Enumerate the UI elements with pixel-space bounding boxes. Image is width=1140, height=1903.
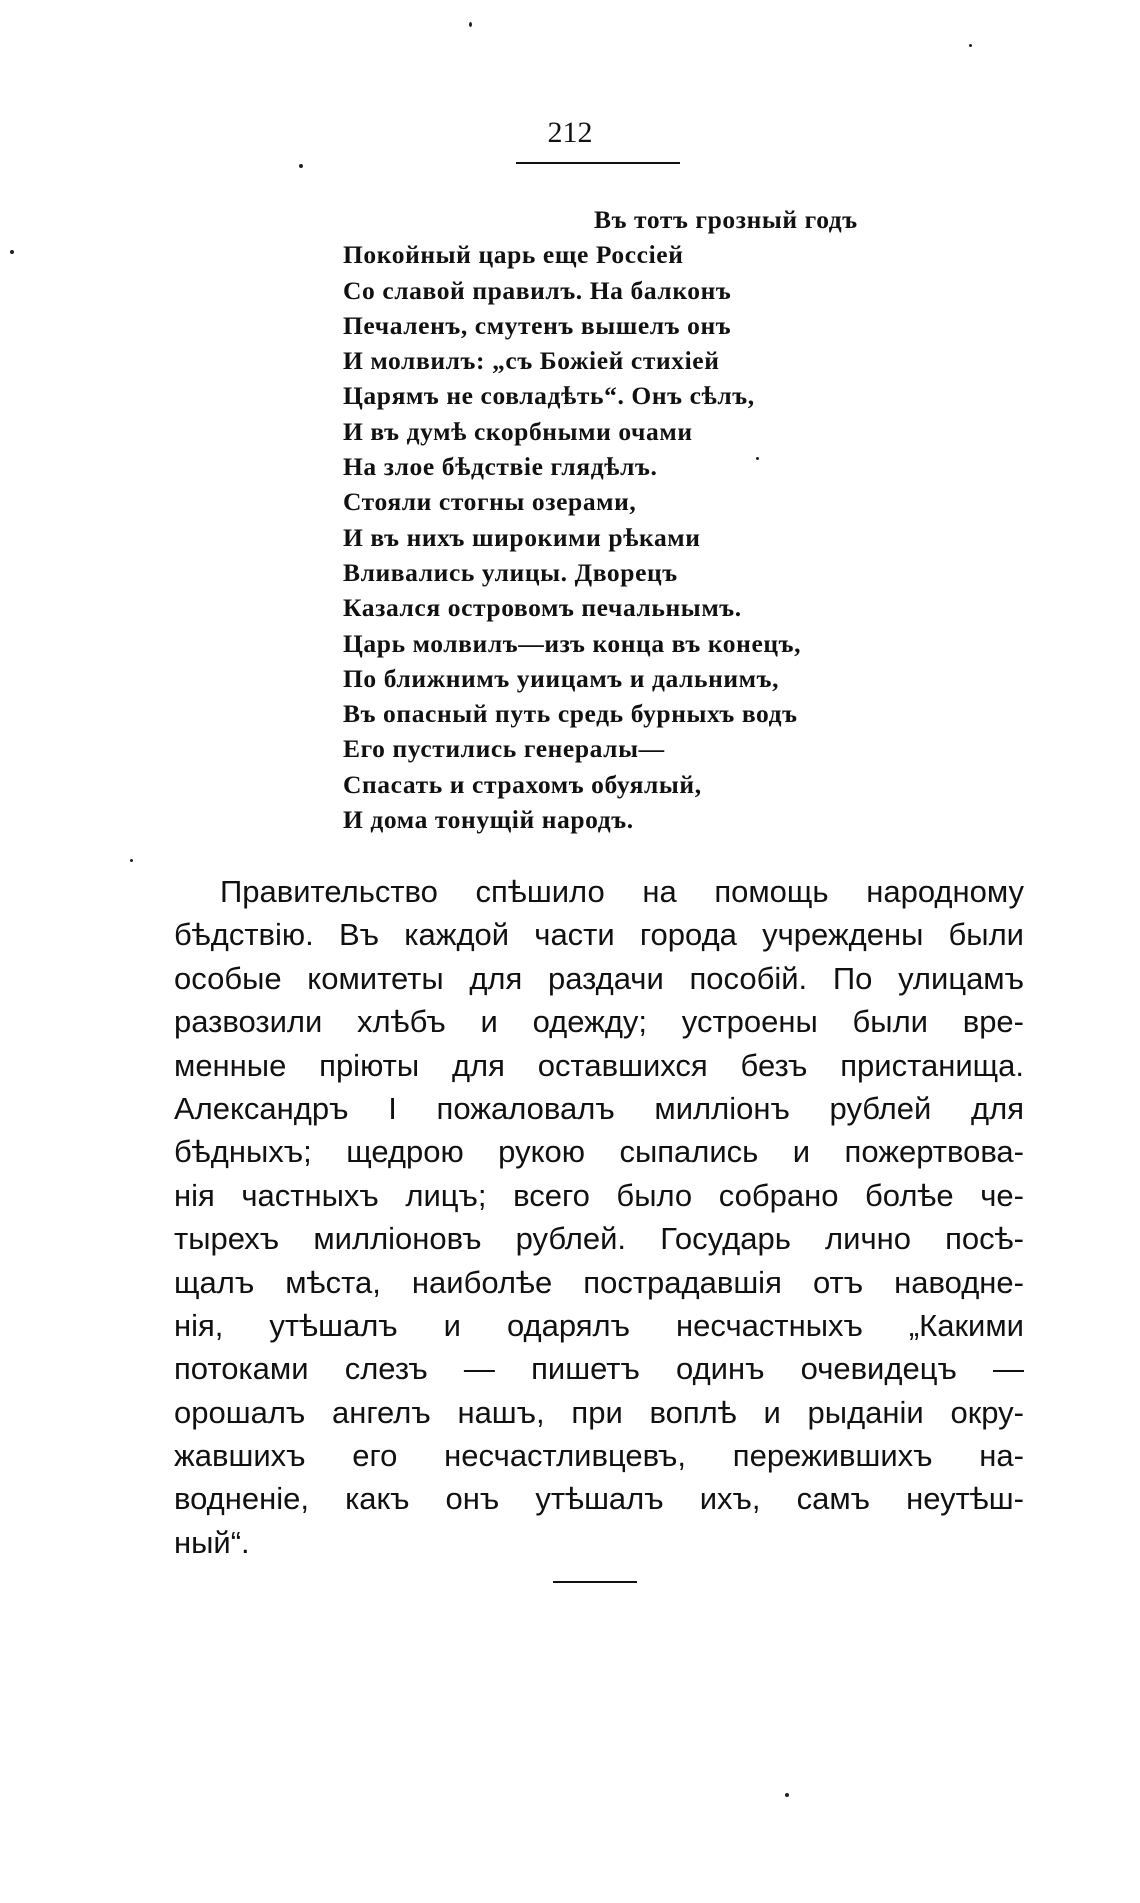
prose-line: водненіе, какъ онъ утѣшалъ ихъ, самъ неутѣш- bbox=[174, 1481, 1024, 1517]
prose-line: Александръ I пожаловалъ милліонъ рублей для bbox=[174, 1090, 1024, 1126]
end-rule bbox=[553, 1581, 637, 1583]
poem-line: Со славой правилъ. На балконъ bbox=[343, 275, 732, 305]
poem-stanza bbox=[343, 202, 858, 837]
prose-line: менные пріюты для оставшихся безъ пристанища. bbox=[174, 1047, 1024, 1083]
scan-speck bbox=[10, 250, 14, 254]
scan-speck bbox=[130, 859, 133, 862]
prose-line: бѣдныхъ; щедрою рукою сыпались и пожертвова- bbox=[174, 1134, 1024, 1170]
poem-line: Царь молвилъ—изъ конца въ конецъ, bbox=[343, 628, 802, 658]
prose-line: развозили хлѣбъ и одежду; устроены были вре- bbox=[174, 1004, 1024, 1040]
poem-line: Казался островомъ печальнымъ. bbox=[343, 593, 742, 623]
poem-line: И дома тонущій народъ. bbox=[343, 805, 634, 835]
scan-speck bbox=[969, 44, 972, 47]
prose-line: бѣдствію. Въ каждой части города учреждены были bbox=[174, 917, 1024, 953]
poem-line: Царямъ не совладѣть“. Онъ сѣлъ, bbox=[343, 381, 755, 411]
page-number: 212 bbox=[547, 116, 593, 149]
prose-line: щалъ мѣста, наиболѣе пострадавшія отъ наводне- bbox=[174, 1264, 1024, 1300]
poem-line: По ближнимъ уиицамъ и дальнимъ, bbox=[343, 663, 780, 693]
poem-line: Его пустились генералы— bbox=[343, 734, 665, 764]
poem-line: И въ нихъ широкими рѣками bbox=[343, 522, 701, 552]
scan-speck bbox=[469, 22, 472, 27]
poem-line: И въ думѣ скорбными очами bbox=[343, 416, 693, 446]
prose-line: потоками слезъ — пишетъ одинъ очевидецъ — bbox=[174, 1351, 1024, 1387]
poem-line: И молвилъ: „съ Божіей стихіей bbox=[343, 346, 720, 376]
scan-speck bbox=[756, 457, 759, 460]
prose-line: особые комитеты для раздачи пособій. По улицамъ bbox=[174, 960, 1024, 996]
prose-line: тырехъ милліоновъ рублей. Государь лично посѣ- bbox=[174, 1221, 1024, 1257]
poem-line: Въ тотъ грозный годъ bbox=[594, 205, 858, 234]
prose-line: жавшихъ его несчастливцевъ, пережившихъ на- bbox=[174, 1438, 1024, 1474]
poem-line: На злое бѣдствіе глядѣлъ. bbox=[343, 452, 658, 482]
prose-line: Правительство спѣшило на помощь народному bbox=[220, 874, 1024, 909]
scan-speck bbox=[299, 164, 303, 168]
poem-line: Печаленъ, смутенъ вышелъ онъ bbox=[343, 310, 732, 340]
poem-line: Стояли стогны озерами, bbox=[343, 487, 637, 517]
poem-line: Въ опасный путь средь бурныхъ водъ bbox=[343, 699, 798, 729]
prose-line: нія частныхъ лицъ; всего было собрано болѣе че- bbox=[174, 1177, 1024, 1213]
scan-speck bbox=[785, 1793, 789, 1797]
prose-paragraph bbox=[174, 870, 1024, 1564]
prose-line: ный“. bbox=[174, 1524, 250, 1560]
poem-line: Спасать и страхомъ обуялый, bbox=[343, 769, 702, 799]
header-rule bbox=[516, 162, 680, 164]
poem-line: Покойный царь еще Россіей bbox=[343, 240, 684, 270]
poem-line: Вливались улицы. Дворецъ bbox=[343, 557, 678, 587]
prose-line: орошалъ ангелъ нашъ, при воплѣ и рыданіи окру- bbox=[174, 1394, 1024, 1430]
prose-line: нія, утѣшалъ и одарялъ несчастныхъ „Какими bbox=[174, 1307, 1024, 1343]
